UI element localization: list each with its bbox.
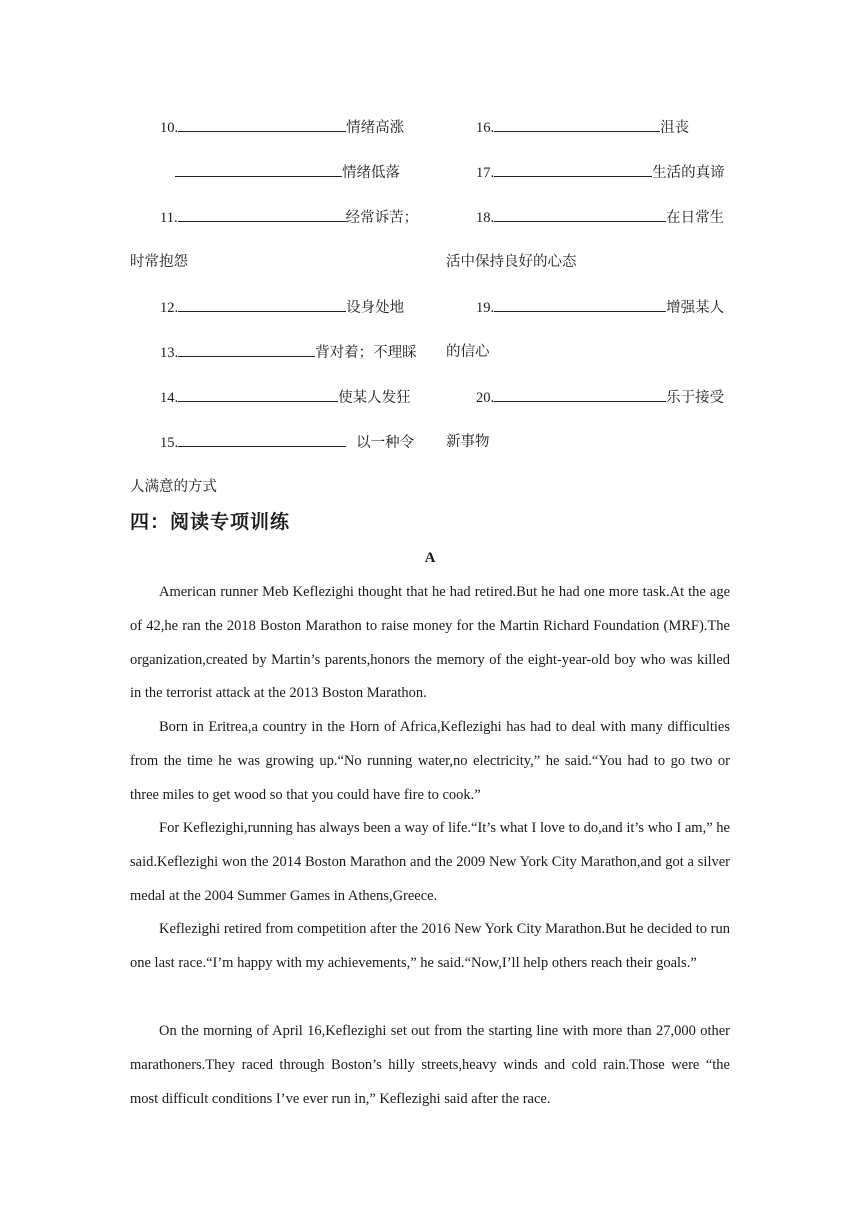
item-meaning: 生活的真谛 — [652, 165, 725, 181]
item-number: 15. — [160, 435, 179, 451]
item-meaning: 沮丧 — [660, 120, 690, 136]
answer-blank[interactable] — [494, 387, 666, 402]
item-meaning: 情绪高涨 — [346, 120, 405, 136]
vocab-item-16 — [476, 117, 689, 138]
passage-paragraph-2: Born in Eritrea,a country in the Horn of Africa,Keflezighi has had to deal with many difficulties from the time he was growing up.“No running water,no electricity,” he said.“You had to go two or three miles to get wood so that you could have fire to cook.” — [130, 719, 730, 803]
answer-blank[interactable] — [178, 297, 346, 312]
item-meaning: 人满意的方式 — [130, 479, 217, 495]
item-meaning: 活中保持良好的心态 — [446, 254, 577, 270]
item-number: 13. — [160, 345, 179, 361]
vocab-item-13 — [160, 342, 417, 363]
item-meaning: 乐于接受 — [666, 390, 725, 406]
item-number: 19. — [476, 300, 495, 316]
item-meaning: 设身处地 — [346, 300, 405, 316]
item-number: 12. — [160, 300, 179, 316]
passage-paragraph-4: Keflezighi retired from competition after the 2016 New York City Marathon.But he decided to run one last race.“I’m happy with my achievements,” he said.“Now,I’ll help others reach their goals.” — [130, 921, 730, 971]
passage-title: A — [424, 550, 436, 566]
answer-blank[interactable] — [175, 162, 342, 177]
vocab-item-20 — [476, 387, 724, 408]
answer-blank[interactable] — [178, 117, 346, 132]
item-meaning: 背对着；不理睬 — [315, 345, 417, 361]
item-meaning: 在日常生 — [666, 210, 725, 226]
vocab-item-17 — [476, 162, 725, 183]
item-meaning: 经常诉苦； — [345, 210, 419, 226]
vocab-item-10b — [175, 162, 400, 183]
answer-blank[interactable] — [494, 297, 666, 312]
item-meaning: 情绪低落 — [342, 165, 400, 181]
answer-blank[interactable] — [494, 117, 660, 132]
item-meaning: 新事物 — [446, 434, 490, 450]
vocab-item-19 — [476, 297, 724, 318]
passage-paragraph-1: American runner Meb Keflezighi thought that he had retired.But he had one more task.At the age of 42,he ran the 2018 Boston Marathon to raise money for the Martin Richard Foundation (MRF).The organization,created by Martin’s parents,honors the memory of the eight-year-old boy who was killed in the terrorist attack at the 2013 Boston Marathon. — [130, 584, 730, 702]
answer-blank[interactable] — [178, 342, 315, 357]
item-meaning: 使某人发狂 — [338, 390, 411, 406]
item-number: 17. — [476, 165, 495, 181]
passage-paragraph-5: On the morning of April 16,Keflezighi set out from the starting line with more than 27,000 other marathoners.They raced through Boston’s hilly streets,heavy winds and cold rain.Those were “the most difficult conditions I’ve ever run in,” Keflezighi said after the race. — [130, 1023, 730, 1107]
vocab-item-10 — [160, 117, 404, 138]
vocab-item-18 — [476, 207, 724, 228]
vocab-item-12 — [160, 297, 404, 318]
item-number: 14. — [160, 390, 179, 406]
item-meaning: 的信心 — [446, 344, 490, 360]
item-meaning: 以一种令 — [356, 435, 415, 451]
answer-blank[interactable] — [178, 432, 346, 447]
item-meaning: 时常抱怨 — [130, 254, 188, 270]
item-meaning: 增强某人 — [666, 300, 725, 316]
vocab-item-14 — [160, 387, 411, 408]
vocab-item-20-cont — [446, 432, 490, 452]
answer-blank[interactable] — [178, 387, 338, 402]
answer-blank[interactable] — [494, 162, 652, 177]
vocab-item-15 — [160, 432, 414, 453]
item-number: 10. — [160, 120, 179, 136]
vocab-item-11-cont — [130, 252, 188, 272]
item-number: 20. — [476, 390, 495, 406]
answer-blank[interactable] — [178, 207, 346, 222]
item-number: 18. — [476, 210, 495, 226]
item-number: 16. — [476, 120, 495, 136]
passage-paragraph-3: For Keflezighi,running has always been a way of life.“It’s what I love to do,and it’s who I am,” he said.Keflezighi won the 2014 Boston Marathon and the 2009 New York City Marathon,and got a silver medal at the 2004 Summer Games in Athens,Greece. — [130, 820, 730, 904]
vocab-item-18-cont — [446, 252, 577, 272]
item-number: 11. — [160, 210, 178, 226]
vocab-item-15-cont — [130, 477, 217, 497]
answer-blank[interactable] — [494, 207, 666, 222]
section-heading: 四：阅读专项训练 — [130, 511, 291, 533]
vocab-item-11 — [160, 207, 418, 228]
vocab-item-19-cont — [446, 342, 490, 362]
